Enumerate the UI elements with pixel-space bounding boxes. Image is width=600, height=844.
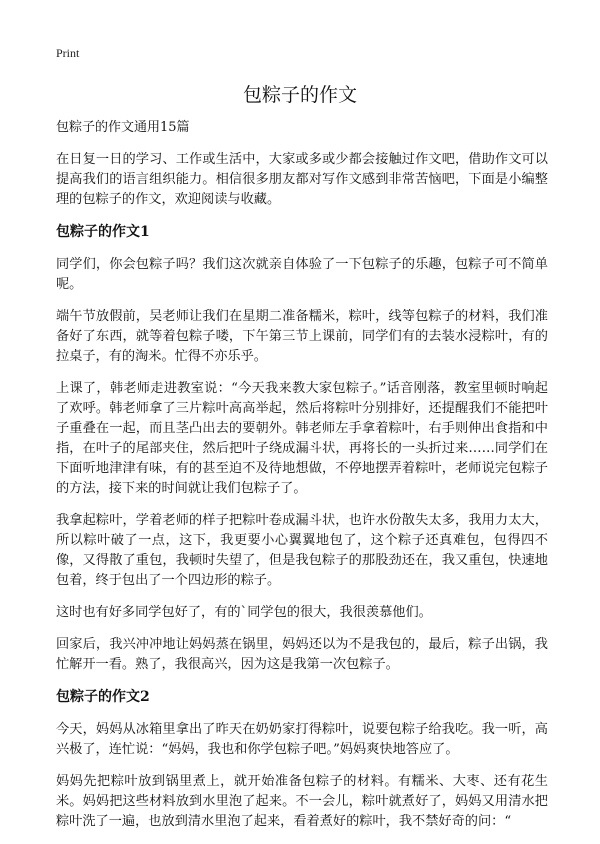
essay-2-paragraph-2: 妈妈先把粽叶放到锅里煮上，就开始准备包粽子的材料。有糯米、大枣、还有花生米。妈妈把这些材料放到水里泡了起来。不一会儿，粽叶就煮好了，妈妈又用清水把粽叶洗了一遍，也放到清水里泡了起来，看着煮好的粽叶，我不禁好奇的问：“ (56, 774, 548, 829)
intro-paragraph: 在日复一日的学习、工作或生活中，大家或多或少都会接触过作文吧，借助作文可以提高我们的语言组织能力。相信很多朋友都对写作文感到非常苦恼吧，下面是小编整理的包粽子的作文，欢迎阅读与收藏。 (56, 152, 548, 207)
essay-1-heading: 包粽子的作文1 (56, 224, 150, 240)
article-body (56, 120, 548, 844)
essay-1-paragraph-3: 上课了，韩老师走进教室说：“今天我来教大家包粽子。”话音刚落，教室里顿时响起了欢呼。韩老师拿了三片粽叶高高举起，然后将粽叶分别排好，还提醒我们不能把叶子重叠在一起，而且茎凸出去的要朝外。韩老师左手拿着粽叶，右手则伸出食指和中指，在叶子的尾部夹住，然后把叶子绕成漏斗状，再将长的一头折过来……同学们在下面听地津津有味，有的甚至迫不及待地想做，不停地摆弄着粽叶，老师说完包粽子的方法，接下来的时间就让我们包粽子了。 (56, 381, 548, 496)
page-title: 包粽子的作文 (242, 84, 357, 106)
essay-2-paragraph-1: 今天，妈妈从冰箱里拿出了昨天在奶奶家打得粽叶，说要包粽子给我吃。我一听，高兴极了，连忙说：“妈妈，我也和你学包粽子吧。”妈妈爽快地答应了。 (56, 722, 548, 757)
print-link[interactable]: Print (56, 46, 80, 60)
essay-1-paragraph-6: 回家后，我兴冲冲地让妈妈蒸在锅里，妈妈还以为不是我包的，最后，粽子出锅，我忙解开一看。熟了，我很高兴，因为这是我第一次包粽子。 (56, 637, 548, 672)
essay-1-paragraph-2: 端午节放假前，吴老师让我们在星期二准备糯米，粽叶，线等包粽子的材料，我们准备好了东西，就等着包粽子喽，下午第三节上课前，同学们有的去装水浸粽叶，有的拉桌子，有的淘米。忙得不亦乐乎。 (56, 309, 548, 364)
essay-1-paragraph-5: 这时也有好多同学包好了，有的`同学包的很大，我很羡慕他们。 (56, 605, 432, 620)
essay-2-heading: 包粽子的作文2 (56, 689, 150, 705)
essay-1-paragraph-1: 同学们，你会包粽子吗？我们这次就亲自体验了一下包粽子的乐趣，包粽子可不简单呢。 (56, 257, 548, 292)
essay-1-paragraph-4: 我拿起粽叶，学着老师的样子把粽叶卷成漏斗状，也许水份散失太多，我用力太大，所以粽叶破了一点，这下，我更要小心翼翼地包了，这个粽子还真难包，包得四不像，又得散了重包，我顿时失望了，但是我包粽子的那股劲还在，我又重包，快速地包着，终于包出了一个四边形的粽子。 (56, 513, 548, 588)
article-subtitle: 包粽子的作文通用15篇 (56, 120, 190, 135)
